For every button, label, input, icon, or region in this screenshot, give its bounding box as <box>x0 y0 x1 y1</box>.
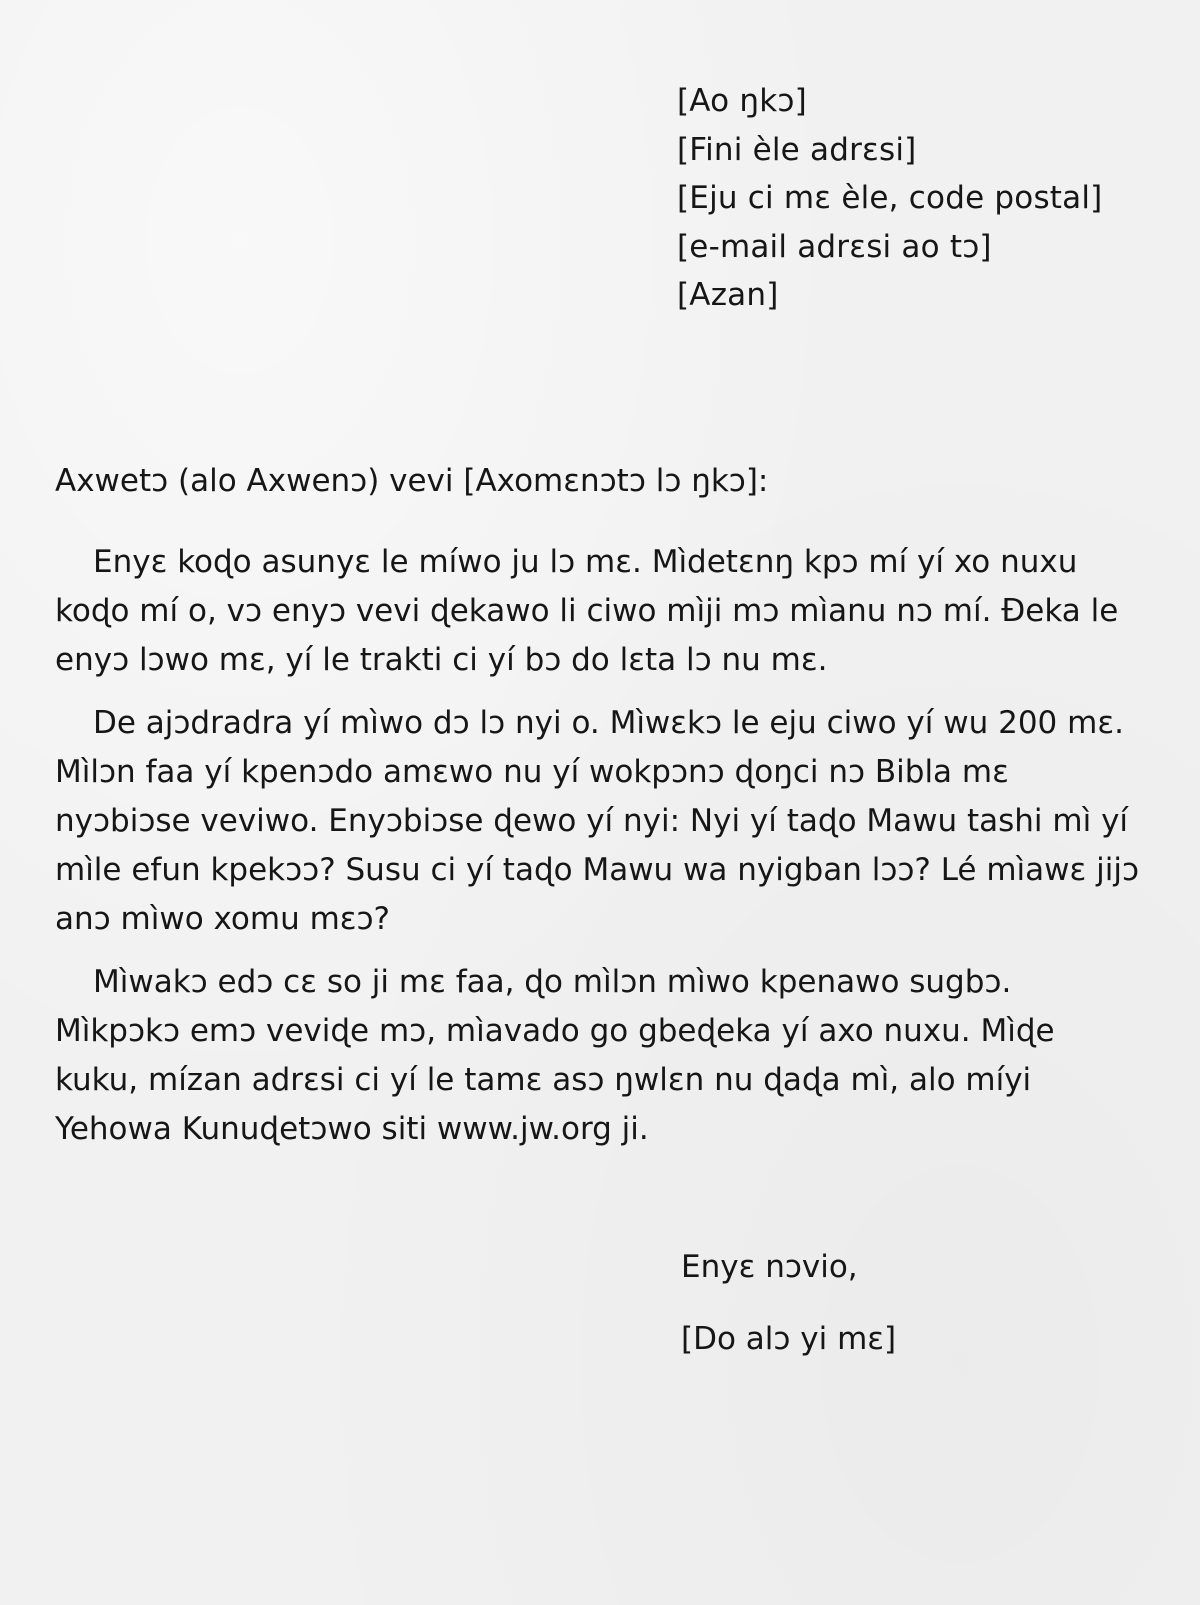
letter-paragraph-2: De ajɔdradra yí mìwo dɔ lɔ nyi o. Mìwɛkɔ le eju ciwo yí wu 200 mɛ. Mìlɔn faa yí kpenɔdo amɛwo nu yí wokpɔnɔ ɖoŋci nɔ Bibla mɛ nyɔbiɔse veviwo. Enyɔbiɔse ɖewo yí nyi: Nyi yí taɖo Mawu tashi mì yí mìle efun kpekɔɔ? Susu ci yí taɖo Mawu wa nyigban lɔɔ? Lé mìawɛ jijɔ anɔ mìwo xomu mɛɔ? <box>55 705 1139 937</box>
letter-body <box>55 538 1145 1168</box>
letter-closing: Enyɛ nɔvio, <box>681 1249 858 1285</box>
letter-signature: [Do alɔ yi mɛ] <box>681 1321 897 1357</box>
sender-city-line: [Eju ci mɛ èle, code postal] <box>677 180 1103 216</box>
sender-street-line: [Fini èle adrɛsi] <box>677 131 917 168</box>
letter-date-line: [Azan] <box>677 277 779 313</box>
letter-paragraph-1: Enyɛ koɖo asunyɛ le míwo ju lɔ mɛ. Mìdetɛnŋ kpɔ mí yí xo nuxu koɖo mí o, vɔ enyɔ vevi ɖekawo li ciwo mìji mɔ mìanu nɔ mí. Ɖeka le enyɔ lɔwo mɛ, yí le trakti ci yí bɔ do lɛta lɔ nu mɛ. <box>55 544 1119 678</box>
sender-email-line: [e-mail adrɛsi ao tɔ] <box>677 228 992 265</box>
sender-address-block <box>677 77 1102 320</box>
sender-name-line: [Ao ŋkɔ] <box>677 83 807 119</box>
letter-salutation: Axwetɔ (alo Axwenɔ) vevi [Axomɛnɔtɔ lɔ ŋkɔ]: <box>55 463 769 499</box>
letter-paragraph-3: Mìwakɔ edɔ cɛ so ji mɛ faa, ɖo mìlɔn mìwo kpenawo sugbɔ. Mìkpɔkɔ emɔ veviɖe mɔ, mìavado go gbeɖeka yí axo nuxu. Mìɖe kuku, mízan adrɛsi ci yí le tamɛ asɔ ŋwlɛn nu ɖaɖa mì, alo míyi Yehowa Kunuɖetɔwo siti www.jw.org ji. <box>55 964 1055 1147</box>
